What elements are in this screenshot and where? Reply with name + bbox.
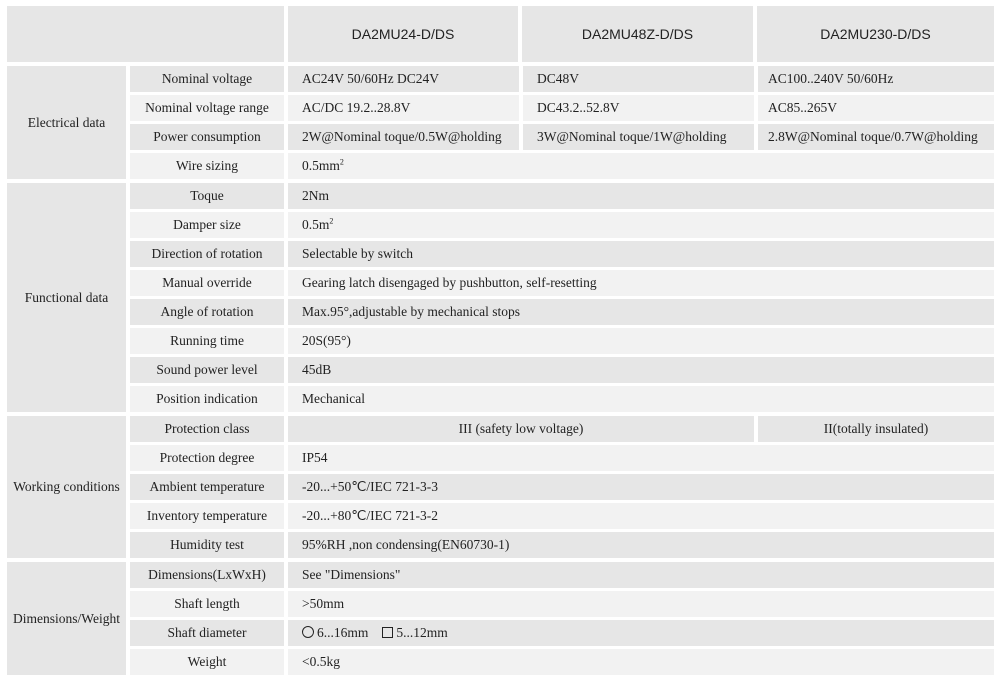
row-label: Ambient temperature <box>130 474 284 500</box>
row-wire-sizing <box>130 153 994 179</box>
cell-value: Mechanical <box>288 386 994 412</box>
cell-value: IP54 <box>288 445 994 471</box>
row-label: Direction of rotation <box>130 241 284 267</box>
cell-value: DC43.2..52.8V <box>523 95 754 121</box>
row-dimensions <box>130 562 994 588</box>
row-label: Sound power level <box>130 357 284 383</box>
row-running-time <box>130 328 994 354</box>
cell-value: AC85..265V <box>758 95 994 121</box>
row-label: Dimensions(LxWxH) <box>130 562 284 588</box>
cell-value <box>288 620 994 646</box>
cell-value: 20S(95°) <box>288 328 994 354</box>
row-position-indication <box>130 386 994 412</box>
row-direction-of-rotation <box>130 241 994 267</box>
cell-value: 2.8W@Nominal toque/0.7W@holding <box>758 124 994 150</box>
row-inventory-temperature <box>130 503 994 529</box>
cell-value: Selectable by switch <box>288 241 994 267</box>
row-power-consumption <box>130 124 994 150</box>
superscript: 2 <box>339 157 344 167</box>
group-functional: Functional data <box>7 183 126 412</box>
cell-value: Max.95°,adjustable by mechanical stops <box>288 299 994 325</box>
circle-icon <box>302 626 314 638</box>
square-shaft-value: 5...12mm <box>396 625 448 640</box>
cell-value: AC24V 50/60Hz DC24V <box>288 66 519 92</box>
row-nominal-voltage-range <box>130 95 994 121</box>
row-humidity-test <box>130 532 994 558</box>
square-icon <box>382 627 393 638</box>
row-protection-degree <box>130 445 994 471</box>
cell-value: III (safety low voltage) <box>288 416 754 442</box>
cell-value: AC100..240V 50/60Hz <box>758 66 994 92</box>
round-shaft-value: 6...16mm <box>317 625 369 640</box>
row-toque <box>130 183 994 209</box>
row-label: Damper size <box>130 212 284 238</box>
row-angle-of-rotation <box>130 299 994 325</box>
group-dimensions: Dimensions/Weight <box>7 562 126 675</box>
cell-value: DC48V <box>523 66 754 92</box>
cell-value: 45dB <box>288 357 994 383</box>
row-label: Nominal voltage range <box>130 95 284 121</box>
row-label: Humidity test <box>130 532 284 558</box>
row-label: Angle of rotation <box>130 299 284 325</box>
superscript: 2 <box>329 216 334 226</box>
header-model-2: DA2MU48Z-D/DS <box>522 6 753 62</box>
row-label: Weight <box>130 649 284 675</box>
row-label: Position indication <box>130 386 284 412</box>
row-nominal-voltage <box>130 66 994 92</box>
cell-value: <0.5kg <box>288 649 994 675</box>
cell-value: 2W@Nominal toque/0.5W@holding <box>288 124 519 150</box>
header-model-1: DA2MU24-D/DS <box>288 6 518 62</box>
row-label: Toque <box>130 183 284 209</box>
group-working: Working conditions <box>7 416 126 558</box>
row-weight <box>130 649 994 675</box>
row-label: Manual override <box>130 270 284 296</box>
cell-value: See "Dimensions" <box>288 562 994 588</box>
row-label: Wire sizing <box>130 153 284 179</box>
row-manual-override <box>130 270 994 296</box>
row-damper-size <box>130 212 994 238</box>
row-sound-power-level <box>130 357 994 383</box>
row-label: Shaft diameter <box>130 620 284 646</box>
row-protection-class <box>130 416 994 442</box>
cell-value: II(totally insulated) <box>758 416 994 442</box>
cell-value: >50mm <box>288 591 994 617</box>
cell-value <box>288 212 994 238</box>
value-text: 0.5m <box>302 217 330 232</box>
group-electrical: Electrical data <box>7 66 126 179</box>
value-text: 0.5mm <box>302 158 340 173</box>
row-label: Nominal voltage <box>130 66 284 92</box>
cell-value: 2Nm <box>288 183 994 209</box>
row-label: Protection degree <box>130 445 284 471</box>
cell-value: 3W@Nominal toque/1W@holding <box>523 124 754 150</box>
row-shaft-diameter <box>130 620 994 646</box>
row-label: Running time <box>130 328 284 354</box>
row-label: Shaft length <box>130 591 284 617</box>
cell-value: -20...+50℃/IEC 721-3-3 <box>288 474 994 500</box>
cell-value: 95%RH ,non condensing(EN60730-1) <box>288 532 994 558</box>
header-blank <box>7 6 284 62</box>
row-label: Inventory temperature <box>130 503 284 529</box>
row-label: Protection class <box>130 416 284 442</box>
row-ambient-temperature <box>130 474 994 500</box>
row-shaft-length <box>130 591 994 617</box>
cell-value: AC/DC 19.2..28.8V <box>288 95 519 121</box>
cell-value <box>288 153 994 179</box>
cell-value: Gearing latch disengaged by pushbutton, self-resetting <box>288 270 994 296</box>
cell-value: -20...+80℃/IEC 721-3-2 <box>288 503 994 529</box>
header-model-3: DA2MU230-D/DS <box>757 6 994 62</box>
row-label: Power consumption <box>130 124 284 150</box>
